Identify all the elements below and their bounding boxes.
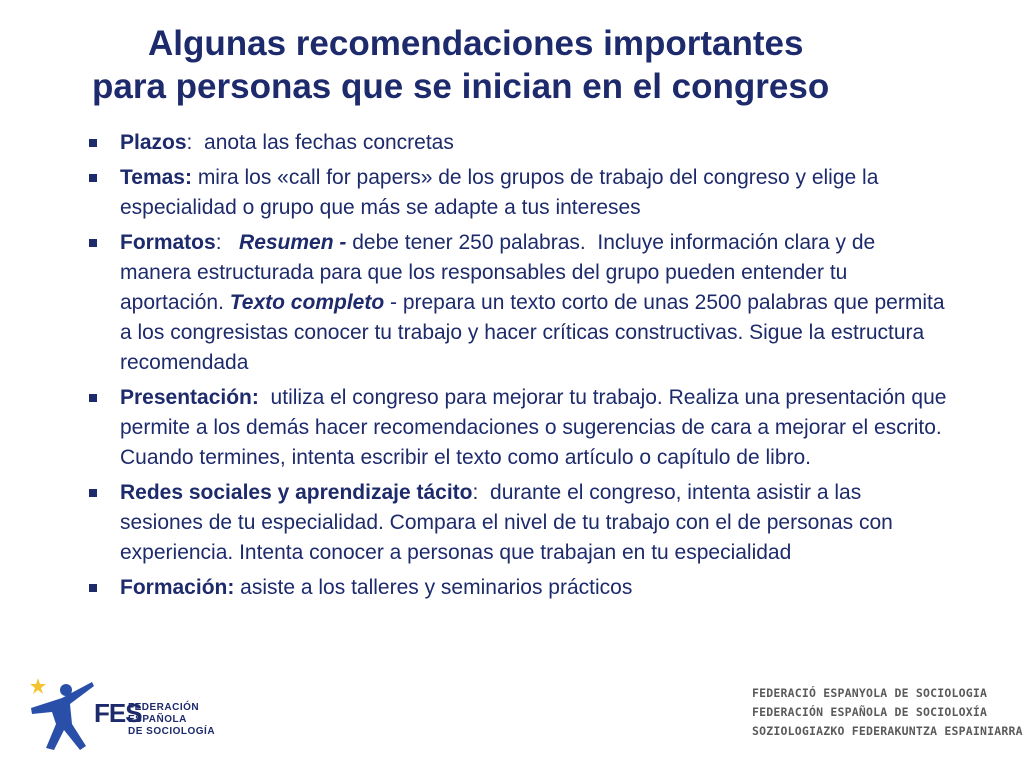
bullet-presentacion [88, 383, 953, 473]
bullet-lead: Formatos [120, 231, 216, 254]
bullet-text: mira los «call for papers» de los grupos de trabajo del congreso y elige la especialidad o grupo que más se adapte a tus intereses [120, 166, 879, 219]
bullet-emphasis-texto-completo: Texto completo [229, 291, 385, 314]
org-name-catalan: FEDERACIÓ ESPANYOLA DE SOCIOLOGIA [752, 686, 988, 700]
square-bullet-icon [89, 394, 97, 402]
logo-name-line-2: DE SOCIOLOGÍA [128, 726, 216, 737]
bullet-lead: Redes sociales y aprendizaje tácito [120, 481, 473, 504]
slide-title-line-1: Algunas recomendaciones importantes [148, 24, 804, 63]
square-bullet-icon [89, 489, 97, 497]
bullet-redes-sociales [88, 478, 948, 568]
square-bullet-icon [89, 584, 97, 592]
square-bullet-icon [89, 239, 97, 247]
bullet-lead: Presentación: [120, 386, 259, 409]
leaping-figure-icon [26, 676, 96, 756]
bullet-text-2: - prepara un texto corto de unas 2500 palabras que permita a los congresistas conocer tu trabajo y hacer críticas constructivas. Sigue la estructura recomendada [120, 291, 945, 374]
bullet-lead-suffix: : [472, 481, 479, 504]
square-bullet-icon [89, 174, 97, 182]
bullet-lead: Temas: [120, 166, 192, 189]
org-name-basque: SOZIOLOGIAZKO FEDERAKUNTZA ESPAINIARRA [752, 724, 1023, 738]
fes-logo [26, 676, 256, 756]
org-name-galician: FEDERACIÓN ESPAÑOLA DE SOCIOLOXÍA [752, 705, 988, 719]
bullet-plazos [88, 128, 948, 158]
bullet-formacion [88, 573, 948, 603]
bullet-lead: Plazos [120, 131, 187, 154]
bullet-temas [88, 163, 948, 223]
org-names-block [752, 684, 1023, 741]
star-icon [30, 678, 46, 694]
bullet-text: asiste a los talleres y seminarios prácticos [234, 576, 633, 599]
logo-org-name [128, 702, 256, 738]
square-bullet-icon [89, 139, 97, 147]
slide-title [0, 22, 1024, 108]
bullet-emphasis-resumen: Resumen - [239, 231, 347, 254]
logo-name-line-1: FEDERACIÓN ESPAÑOLA [128, 702, 200, 725]
bullet-after-lead: : [215, 231, 240, 254]
bullet-text: anota las fechas concretas [192, 131, 454, 154]
slide-title-line-2: para personas que se inician en el congreso [92, 67, 830, 106]
bullet-formatos [88, 228, 948, 378]
logo-acronym: FES [94, 698, 142, 728]
bullet-text-1: debe tener 250 palabras. Incluye información clara y de manera estructurada para que los responsables del grupo pueden entender tu aportación. [120, 231, 882, 314]
bullet-lead: Formación: [120, 576, 235, 599]
bullet-lead-suffix: : [186, 131, 193, 154]
bullet-text: durante el congreso, intenta asistir a las sesiones de tu especialidad. Compara el nivel de tu trabajo con el de personas con experiencia. Intenta conocer a personas que trabajan en tu especialidad [120, 481, 899, 564]
bullet-text: utiliza el congreso para mejorar tu trabajo. Realiza una presentación que permite a los demás hacer recomendaciones o sugerencias de cara a mejorar el escrito. Cuando termines, intenta escribir el texto como artículo o capítulo de libro. [120, 386, 953, 469]
recommendations-list [88, 128, 953, 608]
